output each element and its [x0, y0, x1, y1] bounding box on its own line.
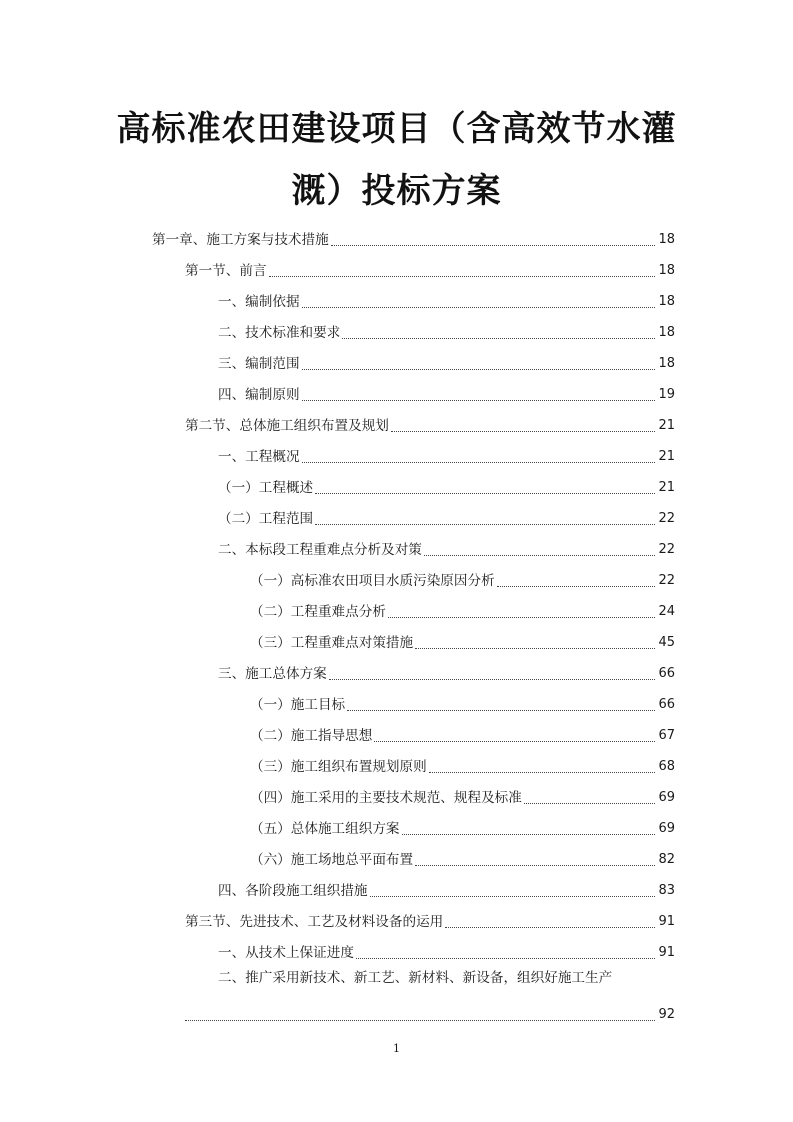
toc-entry-label: （五）总体施工组织方案: [250, 821, 400, 837]
toc-leader-dots: [402, 823, 656, 835]
toc-leader-dots: [445, 916, 655, 928]
toc-entry-section[interactable]: [185, 906, 675, 932]
toc-entry-label: 三、施工总体方案: [218, 666, 327, 682]
toc-leader-dots: [391, 420, 656, 432]
toc-entry-page: 19: [658, 387, 675, 402]
toc-entry-page: 18: [658, 356, 675, 371]
toc-entry-label: （三）工程重难点对策措施: [250, 635, 414, 651]
toc-entry-label: 第一章、施工方案与技术措施: [152, 232, 329, 248]
toc-entry-page: 45: [658, 635, 675, 650]
toc-entry-item[interactable]: [250, 782, 675, 808]
toc-leader-dots: [415, 854, 655, 866]
toc-entry-subsection-continued[interactable]: [185, 999, 675, 1025]
toc-entry-page: 66: [658, 666, 675, 681]
toc-entry-subsection[interactable]: [218, 348, 675, 374]
toc-entry-page: 67: [658, 728, 675, 743]
toc-entry-label: 二、技术标准和要求: [218, 325, 341, 341]
toc-leader-dots: [370, 885, 656, 897]
toc-entry-label: （二）施工指导思想: [250, 728, 373, 744]
toc-entry-label: 四、编制原则: [218, 387, 300, 403]
toc-entry-label: 一、工程概况: [218, 449, 300, 465]
toc-entry-item[interactable]: [250, 627, 675, 653]
toc-leader-dots: [524, 792, 656, 804]
toc-leader-dots: [302, 358, 656, 370]
toc-leader-dots: [388, 606, 656, 618]
toc-leader-dots: [302, 296, 656, 308]
toc-entry-page: 24: [658, 604, 675, 619]
toc-leader-dots: [342, 327, 655, 339]
title-line-1: 高标准农田建设项目（含高效节水灌: [116, 109, 677, 149]
toc-entry-item[interactable]: [250, 813, 675, 839]
toc-entry-label: 四、各阶段施工组织措施: [218, 883, 368, 899]
toc-entry-page: 69: [658, 790, 675, 805]
toc-entry-label: （四）施工采用的主要技术规范、规程及标准: [250, 790, 522, 806]
toc-entry-label: 第三节、先进技术、工艺及材料设备的运用: [185, 914, 444, 930]
toc-entry-label: 一、从技术上保证进度: [218, 945, 354, 961]
toc-entry-label: 一、编制依据: [218, 294, 300, 310]
toc-entry-page: 21: [658, 449, 675, 464]
toc-entry-page: 18: [658, 263, 675, 278]
toc-entry-page: 22: [658, 573, 675, 588]
toc-leader-dots: [315, 513, 655, 525]
toc-leader-dots: [374, 730, 655, 742]
toc-leader-dots: [315, 482, 655, 494]
toc-leader-dots: [185, 1009, 655, 1021]
toc-entry-page: 69: [658, 821, 675, 836]
toc-leader-dots: [347, 699, 655, 711]
toc-leader-dots: [497, 575, 656, 587]
toc-entry-label: （一）工程概述: [218, 480, 314, 496]
toc-entry-subsection[interactable]: [218, 441, 675, 467]
toc-leader-dots: [302, 451, 656, 463]
toc-entry-item[interactable]: [250, 751, 675, 777]
toc-entry-label: 第二节、总体施工组织布置及规划: [185, 418, 389, 434]
toc-entry-page: 91: [658, 914, 675, 929]
toc-entry-label: （二）工程重难点分析: [250, 604, 386, 620]
toc-entry-subsection[interactable]: [218, 937, 675, 963]
toc-leader-dots: [269, 265, 656, 277]
toc-entry-chapter-1[interactable]: [152, 224, 675, 250]
toc-leader-dots: [356, 947, 656, 959]
document-title: [0, 98, 793, 222]
toc-entry-item[interactable]: [250, 844, 675, 870]
toc-entry-section[interactable]: [185, 410, 675, 436]
toc-leader-dots: [429, 761, 656, 773]
toc-entry-label: 三、编制范围: [218, 356, 300, 372]
toc-entry-page: 82: [658, 852, 675, 867]
toc-entry-label: （六）施工场地总平面布置: [250, 852, 414, 868]
toc-entry-label: （二）工程范围: [218, 511, 314, 527]
toc-entry-item[interactable]: [250, 720, 675, 746]
toc-entry-page: 91: [658, 945, 675, 960]
toc-entry-page: 22: [658, 511, 675, 526]
toc-entry-subsection[interactable]: [218, 875, 675, 901]
toc-entry-subsection[interactable]: [218, 379, 675, 405]
toc-entry-subsection[interactable]: [218, 658, 675, 684]
toc-entry-page: 83: [658, 883, 675, 898]
toc-entry-label: 第一节、前言: [185, 263, 267, 279]
toc-entry-subsection[interactable]: [218, 286, 675, 312]
toc-leader-dots: [415, 637, 655, 649]
toc-leader-dots: [329, 668, 656, 680]
toc-entry-item[interactable]: [218, 472, 675, 498]
toc-entry-item[interactable]: [250, 596, 675, 622]
title-line-2: 溉）投标方案: [291, 171, 502, 211]
toc-entry-page: 21: [658, 480, 675, 495]
toc-leader-dots: [302, 389, 656, 401]
toc-entry-label-wrapped[interactable]: 二、推广采用新技术、新工艺、新材料、新设备，组织好施工生产: [218, 970, 613, 986]
toc-entry-label: 二、本标段工程重难点分析及对策: [218, 542, 422, 558]
toc-entry-page: 66: [658, 697, 675, 712]
toc-entry-page: 21: [658, 418, 675, 433]
toc-entry-page: 18: [658, 294, 675, 309]
toc-entry-page: 92: [658, 1007, 675, 1022]
toc-entry-label: （一）高标准农田项目水质污染原因分析: [250, 573, 495, 589]
toc-entry-item[interactable]: [250, 689, 675, 715]
toc-entry-page: 22: [658, 542, 675, 557]
toc-entry-page: 18: [658, 232, 675, 247]
toc-entry-item[interactable]: [250, 565, 675, 591]
toc-entry-subsection[interactable]: [218, 534, 675, 560]
toc-leader-dots: [331, 234, 656, 246]
toc-entry-subsection[interactable]: [218, 317, 675, 343]
toc-entry-item[interactable]: [218, 503, 675, 529]
toc-entry-page: 18: [658, 325, 675, 340]
toc-entry-label: （一）施工目标: [250, 697, 346, 713]
toc-entry-section[interactable]: [185, 255, 675, 281]
toc-entry-label: （三）施工组织布置规划原则: [250, 759, 427, 775]
toc-entry-page: 68: [658, 759, 675, 774]
page-number: 1: [393, 1042, 400, 1055]
toc-leader-dots: [424, 544, 656, 556]
